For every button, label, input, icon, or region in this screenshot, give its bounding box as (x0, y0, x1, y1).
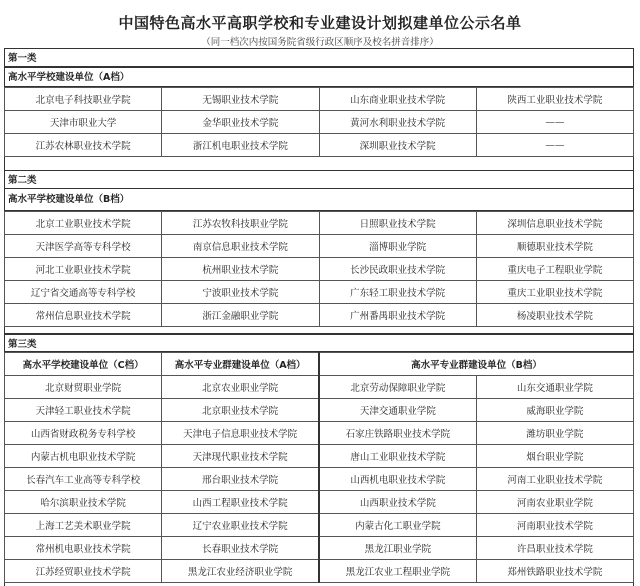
table-row (5, 376, 634, 399)
table-cell: 江苏农林职业技术学院 (5, 134, 162, 157)
table-cell: 重庆工业职业技术学院 (476, 281, 633, 304)
category-1-label: 第一类 (4, 48, 634, 67)
table-cell: 辽宁省交通高等专科学校 (5, 281, 162, 304)
table-row (5, 88, 634, 111)
table-cell: 江苏农牧科技职业学院 (162, 212, 319, 235)
table-cell: 陕西工业职业技术学院 (476, 88, 633, 111)
table-cell: 山西省财政税务专科学校 (5, 422, 162, 445)
table-cell: 广州番禺职业技术学院 (319, 304, 476, 327)
table-cell: 广东轻工职业技术学院 (319, 281, 476, 304)
table-cell: 杭州职业技术学院 (162, 258, 319, 281)
table-cell: 黑龙江职业学院 (319, 537, 476, 560)
table-cell: 天津电子信息职业技术学院 (162, 422, 319, 445)
table-cell: 北京职业技术学院 (162, 399, 319, 422)
table-cell: 山西职业技术学院 (319, 491, 476, 514)
table-row (5, 468, 634, 491)
table-cell: 许昌职业技术学院 (476, 537, 633, 560)
table-cell: 北京电子科技职业学院 (5, 88, 162, 111)
table-cell: 天津轻工职业技术学院 (5, 399, 162, 422)
table-cell: 常州信息职业技术学院 (5, 304, 162, 327)
table-row (5, 111, 634, 134)
table-cell: 长春汽车工业高等专科学校 (5, 468, 162, 491)
table-cell: 河南工业职业技术学院 (476, 468, 633, 491)
category-3-label: 第三类 (4, 333, 634, 352)
table-cell: 北京劳动保障职业学院 (319, 376, 476, 399)
table-cell: 河南职业技术学院 (476, 514, 633, 537)
table-cell: 河南农业职业学院 (476, 491, 633, 514)
table-cell: —— (476, 111, 633, 134)
table-cell: 浙江金融职业学院 (162, 304, 319, 327)
table-cell: 浙江机电职业技术学院 (162, 134, 319, 157)
table-row (5, 399, 634, 422)
table-cell: 重庆电子工程职业学院 (476, 258, 633, 281)
table-cell: 长春职业技术学院 (162, 537, 319, 560)
table-cell: 唐山工业职业技术学院 (319, 445, 476, 468)
table-cell: 天津市职业大学 (5, 111, 162, 134)
table-cell: 山西工程职业技术学院 (162, 491, 319, 514)
table-cell: 哈尔滨职业技术学院 (5, 491, 162, 514)
table-cell: 长沙民政职业技术学院 (319, 258, 476, 281)
table-cell: 山西机电职业技术学院 (319, 468, 476, 491)
table-cell: 日照职业技术学院 (319, 212, 476, 235)
table-cell: 黑龙江农业经济职业学院 (162, 560, 319, 583)
table-cell: 南京信息职业技术学院 (162, 235, 319, 258)
table-cell: 邢台职业技术学院 (162, 468, 319, 491)
table-header-row (5, 353, 634, 376)
category-1-table (4, 87, 634, 157)
table-row (5, 281, 634, 304)
table-cell: 深圳信息职业技术学院 (476, 212, 633, 235)
table-cell: 山东交通职业学院 (476, 376, 633, 399)
table-cell: 山东商业职业技术学院 (319, 88, 476, 111)
table-cell: 顺德职业技术学院 (476, 235, 633, 258)
table-row (5, 235, 634, 258)
table-cell: 内蒙古机电职业技术学院 (5, 445, 162, 468)
column-header-group-a: 高水平专业群建设单位（A档） (162, 353, 319, 376)
table-cell: 杨凌职业技术学院 (476, 304, 633, 327)
table-cell: 郑州铁路职业技术学院 (476, 560, 633, 583)
table-row (5, 514, 634, 537)
table-cell: 常州机电职业技术学院 (5, 537, 162, 560)
page-subtitle: （同一档次内按国务院省级行政区顺序及校名拼音排序） (201, 37, 439, 48)
table-cell: —— (476, 134, 633, 157)
table-cell: 北京财贸职业学院 (5, 376, 162, 399)
category-3-table (4, 352, 634, 583)
table-cell: 烟台职业学院 (476, 445, 633, 468)
table-cell: 天津现代职业技术学院 (162, 445, 319, 468)
table-cell: 石家庄铁路职业技术学院 (319, 422, 476, 445)
table-cell: 辽宁农业职业技术学院 (162, 514, 319, 537)
table-cell: 江苏经贸职业技术学院 (5, 560, 162, 583)
table-cell: 上海工艺美术职业学院 (5, 514, 162, 537)
table-cell: 天津医学高等专科学校 (5, 235, 162, 258)
table-row (5, 537, 634, 560)
table-cell: 黑龙江农业工程职业学院 (319, 560, 476, 583)
category-2-label: 第二类 (4, 170, 634, 189)
table-row (5, 304, 634, 327)
table-cell: 天津交通职业学院 (319, 399, 476, 422)
category-2-subheading: 高水平学校建设单位（B档） (4, 189, 634, 211)
table-cell: 无锡职业技术学院 (162, 88, 319, 111)
table-cell: 金华职业技术学院 (162, 111, 319, 134)
column-header-group-b: 高水平专业群建设单位（B档） (319, 353, 634, 376)
page-title: 中国特色高水平高职学校和专业建设计划拟建单位公示名单 (118, 14, 522, 32)
table-cell: 淄博职业学院 (319, 235, 476, 258)
table-row (5, 134, 634, 157)
table-cell: 黄河水利职业技术学院 (319, 111, 476, 134)
category-2-table (4, 211, 634, 327)
table-cell: 宁波职业技术学院 (162, 281, 319, 304)
column-header-c-tier: 高水平学校建设单位（C档） (5, 353, 162, 376)
table-row (5, 422, 634, 445)
table-cell: 威海职业学院 (476, 399, 633, 422)
table-cell: 河北工业职业技术学院 (5, 258, 162, 281)
table-cell: 北京农业职业学院 (162, 376, 319, 399)
table-row (5, 258, 634, 281)
table-cell: 深圳职业技术学院 (319, 134, 476, 157)
table-cell: 潍坊职业学院 (476, 422, 633, 445)
table-cell: 北京工业职业技术学院 (5, 212, 162, 235)
table-cell: 内蒙古化工职业学院 (319, 514, 476, 537)
table-row (5, 560, 634, 583)
category-1-subheading: 高水平学校建设单位（A档） (4, 67, 634, 87)
table-row (5, 212, 634, 235)
table-row (5, 445, 634, 468)
table-row (5, 491, 634, 514)
